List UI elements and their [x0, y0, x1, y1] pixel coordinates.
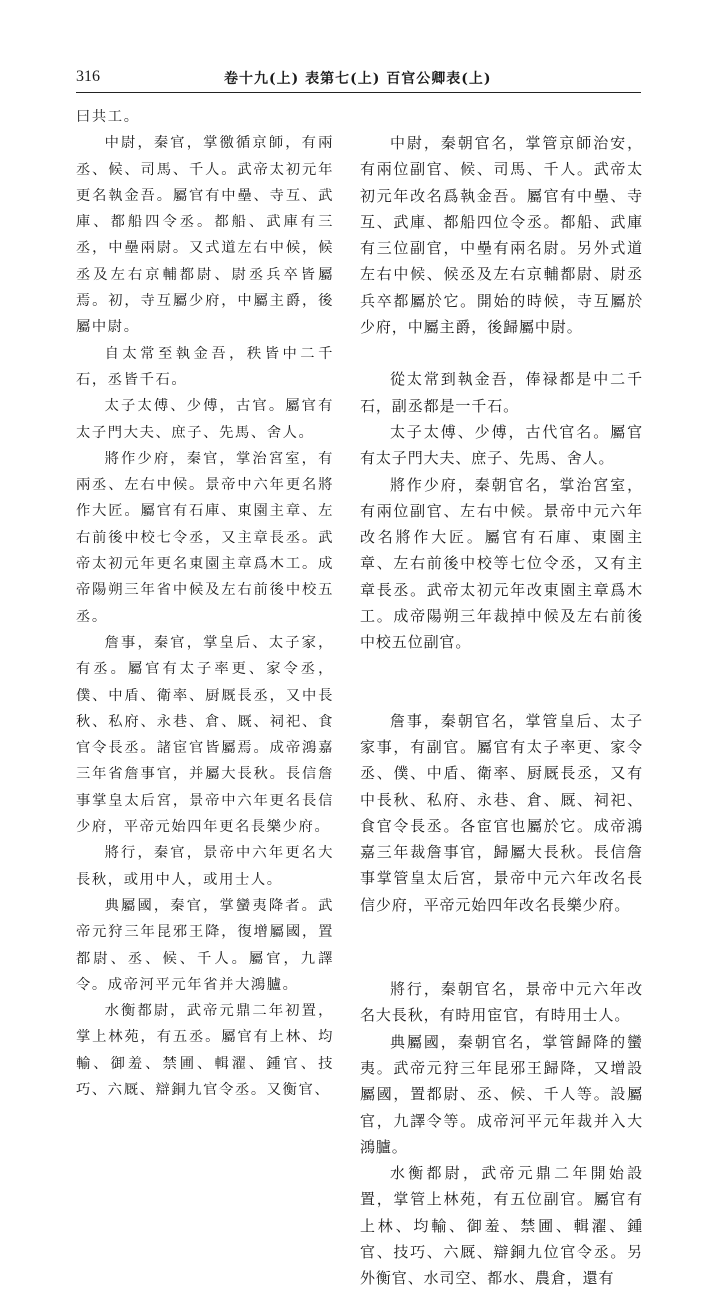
page-number: 316 [76, 68, 100, 85]
right-paragraph: 將行，秦朝官名，景帝中元六年改名大長秋，有時用宦官，有時用士人。 [360, 980, 643, 1025]
left-paragraph: 典屬國，秦官，掌蠻夷降者。武帝元狩三年昆邪王降，復增屬國，置都尉、丞、候、千人。屬官，九譯令。成帝河平元年省并大鴻臚。 [76, 897, 334, 993]
left-paragraph: 詹事，秦官，掌皇后、太子家，有丞。屬官有太子率更、家令丞，僕、中盾、衛率、厨厩長丞，又中長秋、私府、永巷、倉、厩、祠祀、食官令長丞。諸宦官皆屬焉。成帝鴻嘉三年省詹事官，并屬大長秋。長信詹事掌皇太后宮，景帝中六年更名長信少府，平帝元始四年更名長樂少府。 [76, 634, 334, 836]
translation-column [360, 104, 643, 1292]
left-paragraph: 水衡都尉，武帝元鼎二年初置，掌上林苑，有五丞。屬官有上林、均輸、御羞、禁圃、輯濯、鍾官、技巧、六厩、辯銅九官令丞。又衡官、 [76, 1003, 334, 1098]
left-paragraph: 中尉，秦官，掌徼循京師，有兩丞、候、司馬、千人。武帝太初元年更名執金吾。屬官有中壘、寺互、武庫、都船四令丞。都船、武庫有三丞，中壘兩尉。又式道左右中候，候丞及左右京輔都尉、尉丞兵卒皆屬焉。初，寺互屬少府，中屬主爵，後屬中尉。 [76, 135, 334, 336]
left-paragraph: 將行，秦官，景帝中六年更名大長秋，或用中人，或用士人。 [76, 845, 334, 888]
classical-text-column [76, 104, 334, 1103]
right-paragraph: 太子太傅、少傅，古代官名。屬官有太子門大夫、庶子、先馬、舍人。 [360, 422, 643, 468]
left-paragraph: 太子太傅、少傅，古官。屬官有太子門大夫、庶子、先馬、舍人。 [76, 398, 334, 441]
left-paragraph: 曰共工。 [76, 109, 140, 125]
left-paragraph: 將作少府，秦官，掌治宮室，有兩丞、左右中候。景帝中六年更名將作大匠。屬官有石庫、東園主章、左右前後中校七令丞，又主章長丞。武帝太初元年更名東園主章爲木工。成帝陽朔三年省中候及左右前後中校五丞。 [76, 450, 334, 625]
running-head: 卷十九(上) 表第七(上) 百官公卿表(上) [224, 71, 492, 87]
right-paragraph: 水衡都尉，武帝元鼎二年開始設置，掌管上林苑，有五位副官。屬官有上林、均輸、御羞、禁圃、輯濯、鍾官、技巧、六厩、辯銅九位官令丞。另外衡官、水司空、都水、農倉，還有 [360, 1164, 643, 1288]
page-header [76, 66, 641, 90]
left-paragraph: 自太常至執金吾，秩皆中二千石，丞皆千石。 [76, 345, 334, 388]
right-paragraph: 典屬國，秦朝官名，掌管歸降的蠻夷。武帝元狩三年昆邪王歸降，又增設屬國，置都尉、丞、候、千人等。設屬官，九譯令等。成帝河平元年裁并入大鴻臚。 [360, 1032, 643, 1156]
right-paragraph: 詹事，秦朝官名，掌管皇后、太子家事，有副官。屬官有太子率更、家令丞、僕、中盾、衛率、厨厩長丞，又有中長秋、私府、永巷、倉、厩、祠祀、食官令長丞。各宦官也屬於它。成帝鴻嘉三年裁詹事官，歸屬大長秋。長信詹事掌管皇太后宮，景帝中元六年改名長信少府，平帝元始四年改名長樂少府。 [360, 711, 643, 914]
right-paragraph: 中尉，秦朝官名，掌管京師治安，有兩位副官、候、司馬、千人。武帝太初元年改名爲執金吾。屬官有中壘、寺互、武庫、都船四位令丞。都船、武庫有三位副官，中壘有兩名尉。另外式道左右中候、候丞及左右京輔都尉、尉丞兵卒都屬於它。開始的時候，寺互屬於少府，中屬主爵，後歸屬中尉。 [360, 134, 643, 337]
header-rule [76, 92, 641, 93]
right-paragraph: 將作少府，秦朝官名，掌治宮室，有兩位副官、左右中候。景帝中元六年改名將作大匠。屬官有石庫、東園主章、左右前後中校等七位令丞，又有主章長丞。武帝太初元年改東園主章爲木工。成帝陽朔三年裁掉中候及左右前後中校五位副官。 [360, 475, 643, 652]
right-paragraph: 從太常到執金吾，俸禄都是中二千石，副丞都是一千石。 [360, 370, 643, 415]
